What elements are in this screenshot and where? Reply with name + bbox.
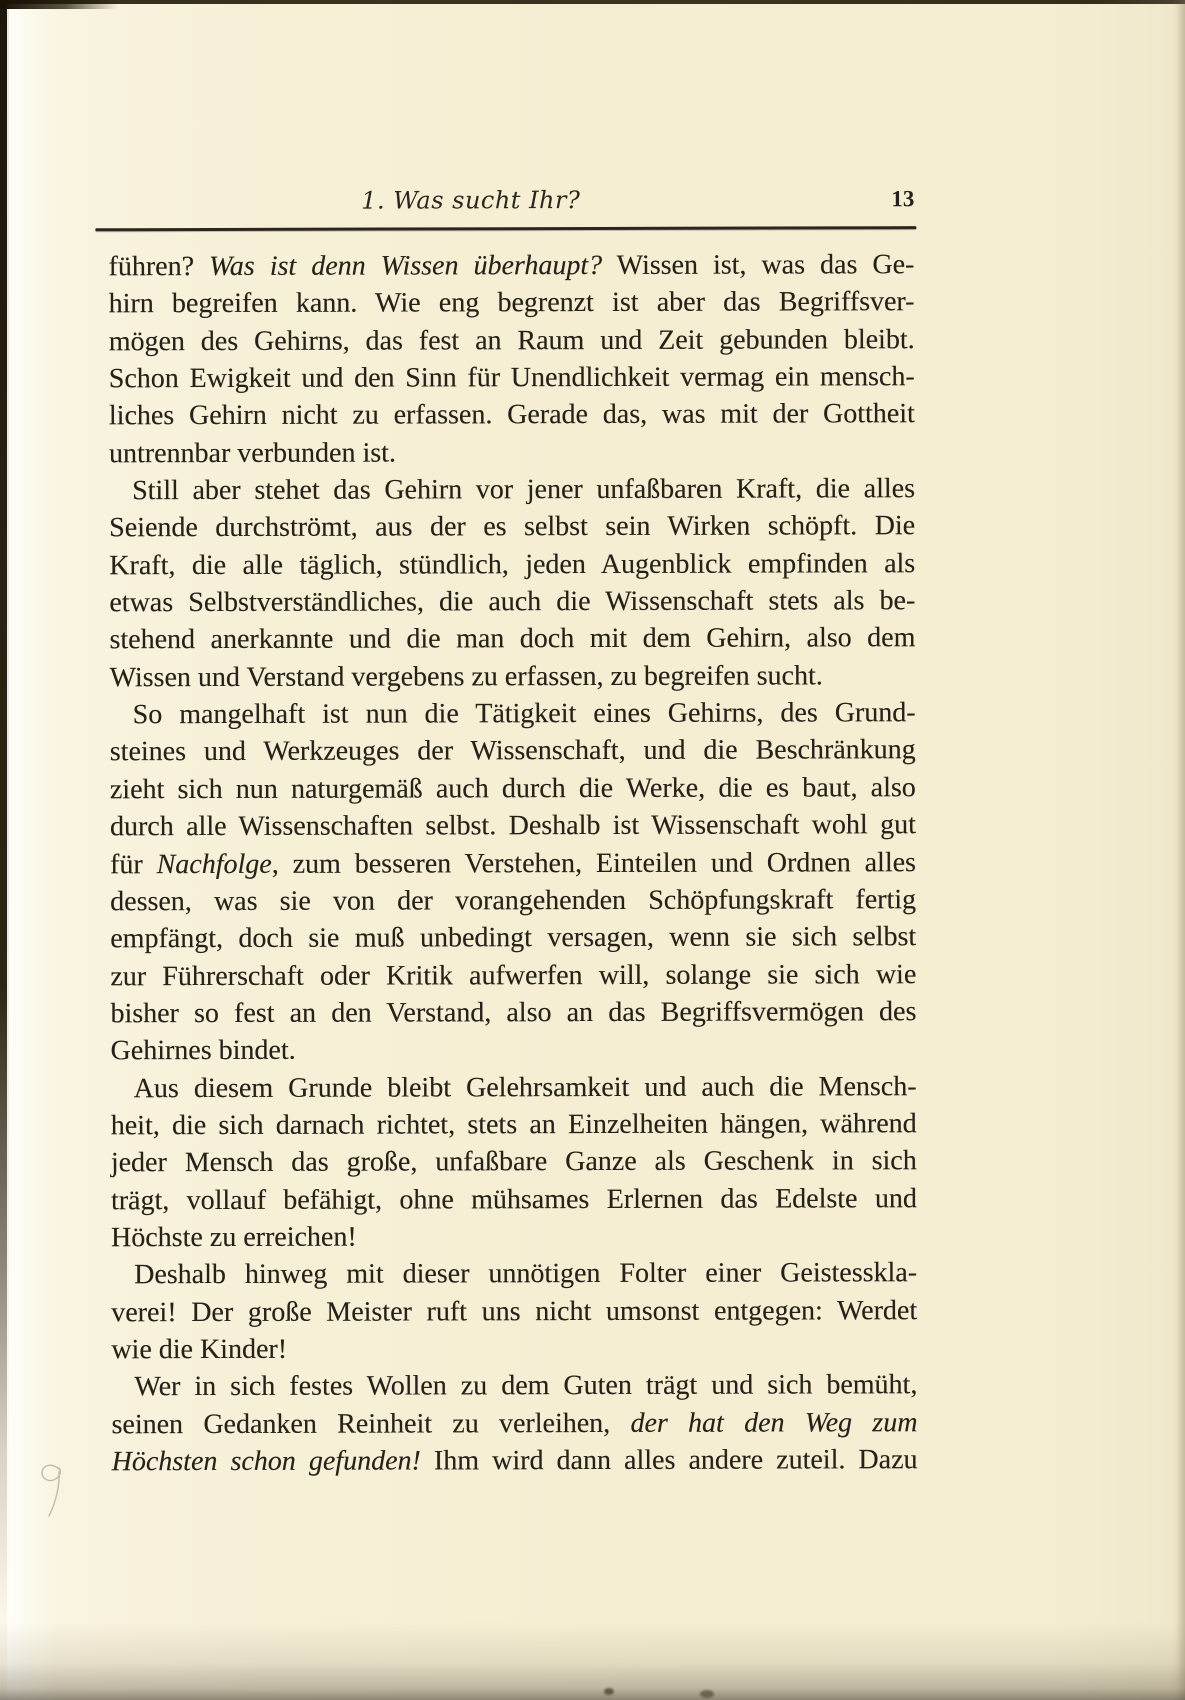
italic-text-segment: Nachfolge [156,848,272,880]
text-line [111,1329,917,1368]
text-line [109,508,915,547]
italic-text-segment: der hat den Weg zum [630,1406,918,1439]
text-segment: , zum besseren Verstehen, Einteilen und Ordnen alles [271,846,916,880]
text-line [110,993,916,1032]
text-segment: empfängt, doch sie muß unbedingt versagen, wenn sie sich selbst [110,921,917,955]
text-line [110,769,916,808]
text-segment: untrennbar verbunden ist. [108,437,396,469]
text-segment: Schon Ewigkeit und den Sinn für Unendlichkeit vermag ein mensch- [108,361,915,395]
text-line [111,1292,917,1331]
page-number: 13 [891,186,915,212]
text-segment: dessen, was sie von der vorangehenden Schöpfungskraft fertig [110,883,917,918]
italic-text-segment: Was ist denn Wissen überhaupt? [208,249,603,283]
page-header [95,183,916,217]
scan-shadow-bottom [0,1622,1185,1700]
text-line [109,657,915,696]
text-line [108,246,914,285]
text-line [111,1404,917,1443]
text-segment: zieht sich nun naturgemäß auch durch die Werke, die es baut, also [109,771,916,806]
text-segment: Still aber stehet das Gehirn vor jener unfaßbaren Kraft, die alles [132,473,916,507]
text-segment: Wer in sich festes Wollen zu dem Guten trägt und sich bemüht, [134,1369,918,1403]
text-segment: zur Führerschaft oder Kritik aufwerfen will, solange sie sich wie [110,958,917,992]
text-segment: Ihm wird dann alles andere zuteil. Dazu [420,1444,918,1477]
text-segment: verei! Der große Meister ruft uns nicht umsonst entgegen: Werdet [111,1294,918,1328]
text-line [109,321,915,360]
text-line [109,545,915,584]
text-line [109,283,915,322]
text-line [111,1142,917,1181]
header-rule [95,226,916,231]
text-line [110,918,916,957]
text-segment: für [109,848,157,880]
text-segment: jeder Mensch das große, unfaßbare Ganze als Geschenk in sich [110,1145,917,1179]
text-line [110,732,916,771]
text-line [110,1030,916,1069]
text-segment: wie die Kinder! [111,1333,288,1366]
text-line [110,956,916,995]
text-line [110,806,916,845]
text-line [109,620,915,659]
text-line [111,1105,917,1144]
scan-edge-top [0,0,1185,4]
text-line [111,1366,917,1405]
text-line [111,1217,917,1256]
chapter-title: 1. Was sucht Ihr? [361,186,581,215]
scan-spine-highlight [7,0,59,1700]
text-segment: bisher so fest an den Verstand, also an das Begriffsvermögen des [110,996,917,1030]
text-segment: Seiende durchströmt, aus der es selbst sein Wirken schöpft. Die [109,510,916,544]
text-line [111,1068,917,1107]
text-segment: trägt, vollauf befähigt, ohne mühsames Erlernen das Edelste und [110,1182,917,1216]
text-segment: Aus diesem Grunde bleibt Gelehrsamkeit und auch die Mensch- [133,1070,917,1104]
text-segment: Gehirnes bindet. [110,1034,296,1067]
scan-smudge [604,1688,614,1695]
text-segment: mögen des Gehirns, das fest an Raum und Zeit gebunden bleibt. [108,323,915,357]
scan-edge-top-corner [0,0,118,9]
text-line [109,582,915,621]
text-segment: hirn begreifen kann. Wie eng begrenzt ist aber das Begriffsver- [108,286,915,320]
text-line [109,358,915,397]
text-segment: stehend anerkannte und die man doch mit dem Gehirn, also dem [109,622,916,656]
page-body [108,246,917,1482]
pencil-squiggle-mark [36,1460,70,1524]
text-segment: seinen Gedanken Reinheit zu verleihen, [111,1407,631,1440]
text-line [111,1254,917,1293]
text-line [110,881,916,920]
italic-text-segment: Höchsten schon gefunden! [111,1445,421,1478]
scan-smudge [700,1690,714,1698]
text-segment: durch alle Wissenschaften selbst. Deshalb ist Wissenschaft wohl gut [109,809,916,843]
text-segment: Deshalb hinweg mit dieser unnötigen Folter einer Geistesskla- [134,1257,918,1291]
scan-edge-right [1171,0,1185,1700]
text-segment: So mangelhaft ist nun die Tätigkeit eines Gehirns, des Grund- [132,697,916,731]
text-segment: Kraft, die alle täglich, stündlich, jeden Augenblick empfinden als [109,547,916,582]
text-segment: etwas Selbstverständliches, die auch die Wissenschaft stets als be- [109,585,916,619]
text-segment: führen? [108,251,210,283]
text-segment: liches Gehirn nicht zu erfassen. Gerade das, was mit der Gottheit [108,398,915,432]
text-line [110,844,916,883]
text-line [109,470,915,509]
text-line [111,1180,917,1219]
text-segment: Wissen und Verstand vergebens zu erfassen, zu begreifen sucht. [109,660,823,694]
text-segment: Höchste zu erreichen! [110,1221,357,1254]
text-segment: heit, die sich darnach richtet, stets an Einzelheiten hängen, während [110,1108,917,1142]
text-segment: steines und Werkzeuges der Wissenschaft, und die Beschränkung [109,734,916,768]
text-line [112,1441,918,1480]
text-line [110,694,916,733]
text-line [109,396,915,435]
text-segment: Wissen ist, was das Ge- [602,249,915,281]
text-line [109,433,915,472]
